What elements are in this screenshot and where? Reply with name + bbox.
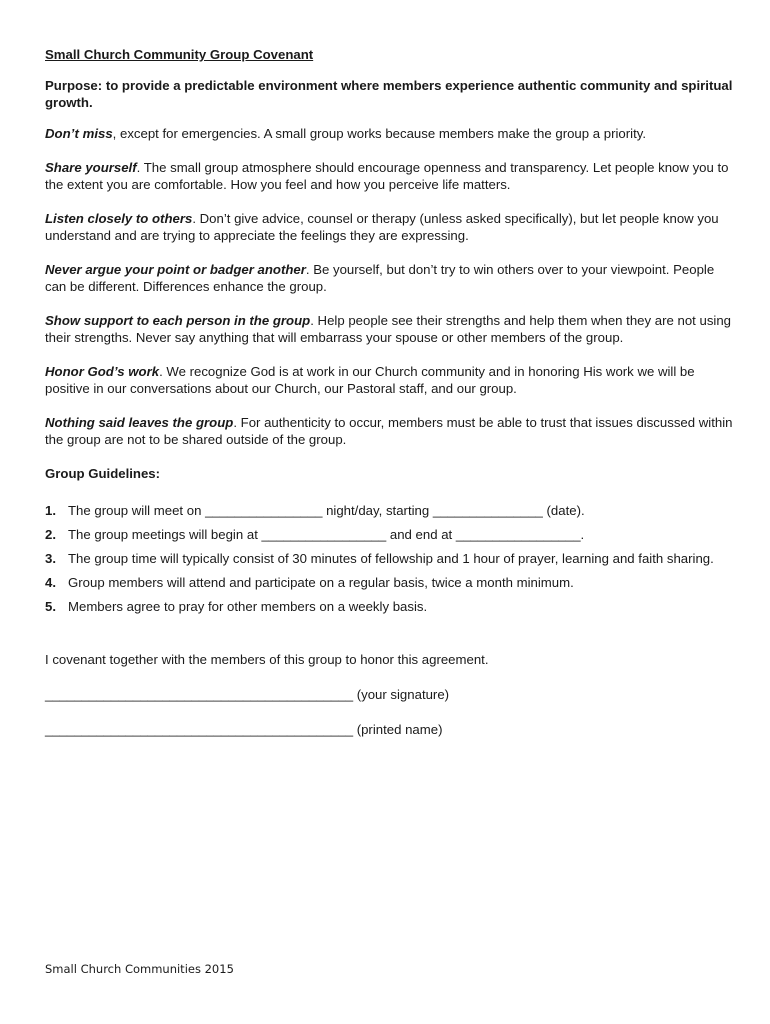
guidelines-list [45, 499, 735, 619]
guideline-number: 4. [45, 575, 56, 590]
rule-item [45, 261, 735, 295]
covenant-statement: I covenant together with the members of this group to honor this agreement. [45, 652, 489, 667]
rule-lead: Don’t miss [45, 126, 113, 141]
rule-lead: Listen closely to others [45, 211, 193, 226]
guideline-text: Members agree to pray for other members on a weekly basis. [68, 599, 428, 614]
rule-text: . Be yourself, but don’t try to win others over to your viewpoint. People can be different. Differences enhance the group. [45, 262, 715, 294]
purpose-statement: Purpose: to provide a predictable environment where members experience authentic community and spiritual growth. [45, 78, 733, 110]
signature-line: __________________________________________ (your signature) [45, 687, 450, 702]
rule-text: . We recognize God is at work in our Church community and in honoring His work we will be positive in our conversations about our Church, our Pastoral staff, and our group. [45, 364, 695, 396]
rule-item [45, 312, 735, 346]
rule-lead: Never argue your point or badger another [45, 262, 306, 277]
guideline-item [45, 547, 735, 571]
guideline-item [45, 595, 735, 619]
guideline-item [45, 499, 735, 523]
rule-text: . For authenticity to occur, members must be able to trust that issues discussed within the group are not to be shared outside of the group. [45, 415, 733, 447]
guideline-number: 2. [45, 527, 56, 542]
rule-item [45, 125, 735, 142]
guidelines-heading: Group Guidelines: [45, 466, 161, 481]
guideline-number: 5. [45, 599, 56, 614]
guideline-number: 1. [45, 503, 56, 518]
rule-item [45, 159, 735, 193]
guideline-number: 3. [45, 551, 56, 566]
guideline-text: The group will meet on ________________ night/day, starting _______________ (date). [68, 503, 585, 518]
rule-item [45, 363, 735, 397]
rule-item [45, 210, 735, 244]
rule-text: , except for emergencies. A small group works because members make the group a priority. [112, 126, 647, 141]
rule-lead: Nothing said leaves the group [45, 415, 234, 430]
rule-text: . Don’t give advice, counsel or therapy (unless asked specifically), but let people know you understand and are trying to appreciate the feelings they are expressing. [45, 211, 719, 243]
guideline-text: Group members will attend and participate on a regular basis, twice a month minimum. [68, 575, 574, 590]
printed-name-line: __________________________________________ (printed name) [45, 722, 443, 737]
rule-lead: Share yourself [45, 160, 137, 175]
rule-item [45, 414, 735, 448]
document-page [45, 46, 735, 756]
guideline-text: The group meetings will begin at _________________ and end at _________________. [68, 527, 585, 542]
guideline-text: The group time will typically consist of 30 minutes of fellowship and 1 hour of prayer, learning and faith sharing. [68, 551, 714, 566]
rule-text: . The small group atmosphere should encourage openness and transparency. Let people know you to the extent you are comfortable. How you feel and how you perceive life matters. [45, 160, 729, 192]
guideline-item [45, 523, 735, 547]
rule-lead: Honor God’s work [45, 364, 160, 379]
rule-lead: Show support to each person in the group [45, 313, 311, 328]
document-title: Small Church Community Group Covenant [45, 47, 314, 62]
page-footer: Small Church Communities 2015 [45, 962, 234, 976]
guideline-item [45, 571, 735, 595]
rule-text: . Help people see their strengths and help them when they are not using their strengths. Never say anything that will embarrass your spouse or other members of the group. [45, 313, 732, 345]
